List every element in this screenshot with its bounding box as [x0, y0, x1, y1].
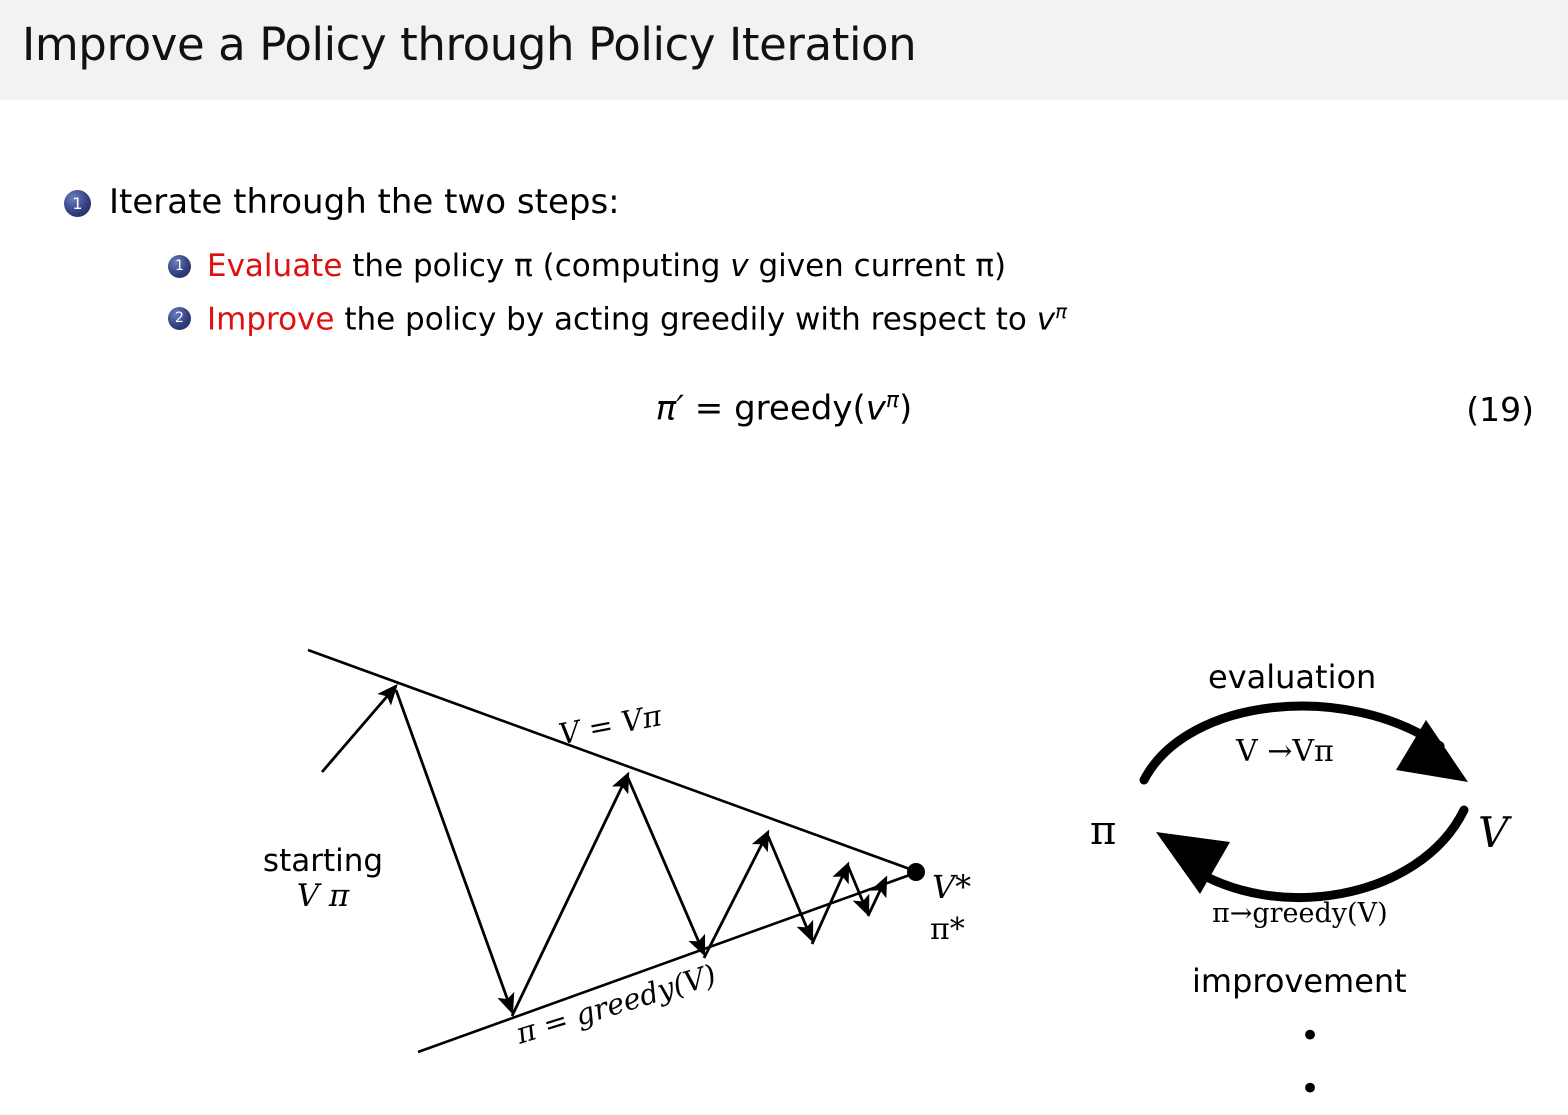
- ellipsis-dot: •: [1300, 1068, 1321, 1109]
- line-value-equals-vpi: [308, 650, 918, 872]
- arc-improvement: [1188, 810, 1464, 898]
- label-arc-improvement: π→greedy(V): [1212, 898, 1388, 929]
- page-title: Improve a Policy through Policy Iteration: [22, 18, 917, 71]
- bullet-main-text: Iterate through the two steps:: [109, 182, 620, 222]
- label-optimal-value: V*: [932, 868, 972, 906]
- bullet-marker-icon: 1: [64, 190, 91, 217]
- evaluate-rest-2: (computing: [532, 248, 731, 284]
- vertical-ellipsis: [1300, 1010, 1320, 1115]
- equation-rhs-close: ): [898, 388, 913, 429]
- label-cycle-pi: π: [1090, 808, 1117, 854]
- ellipsis-dot: •: [1300, 1016, 1321, 1056]
- evaluate-pi-1: π: [514, 248, 533, 284]
- label-cycle-v: V: [1478, 808, 1509, 857]
- bullet-item-main: [64, 182, 620, 222]
- label-starting-vpi: V π: [296, 878, 350, 914]
- label-optimal-policy: π*: [930, 912, 965, 947]
- improve-rest: the policy by acting greedily with respect to: [334, 301, 1037, 338]
- label-improvement: improvement: [1192, 962, 1407, 1000]
- bullet-marker-icon: 2: [168, 307, 191, 330]
- equation-lhs: π′: [655, 388, 684, 429]
- slide-header: [0, 0, 1568, 100]
- keyword-improve: Improve: [207, 301, 335, 338]
- evaluate-rest-1: the policy: [342, 248, 515, 284]
- label-upper-line: V = Vπ: [556, 698, 665, 752]
- bullet-item-evaluate: [168, 248, 1006, 284]
- equation-rhs-v: v: [865, 388, 886, 429]
- evaluate-pi-2: π: [975, 248, 995, 284]
- equation-rhs-superscript: π: [885, 388, 899, 413]
- keyword-evaluate: Evaluate: [207, 248, 343, 284]
- bullet-evaluate-text: [207, 248, 1006, 284]
- label-evaluation: evaluation: [1208, 658, 1377, 696]
- equation-rhs-fn: greedy(: [734, 388, 866, 429]
- equation-policy-greedy: [0, 388, 1568, 428]
- label-arc-evaluation: V →Vπ: [1236, 734, 1334, 769]
- evaluate-tail: given current: [748, 248, 976, 284]
- optimal-point-dot: [907, 863, 925, 881]
- figure-policy-iteration: [0, 520, 1568, 1109]
- slide-body: [0, 100, 1568, 1109]
- bullet-improve-text: [207, 300, 1067, 337]
- improve-v: v: [1036, 301, 1056, 338]
- evaluate-close: ): [994, 248, 1007, 284]
- convergence-zigzag-diagram: [0, 520, 1040, 1080]
- label-lower-line: π = greedy(V): [512, 957, 720, 1051]
- equation-equals: =: [694, 388, 724, 429]
- improve-v-superscript: π: [1055, 300, 1068, 323]
- label-starting: starting: [262, 843, 384, 879]
- bullet-item-improve: [168, 300, 1067, 337]
- evaluate-v: v: [730, 248, 749, 284]
- bullet-marker-icon: 1: [168, 255, 191, 278]
- equation-number: (19): [1466, 390, 1534, 429]
